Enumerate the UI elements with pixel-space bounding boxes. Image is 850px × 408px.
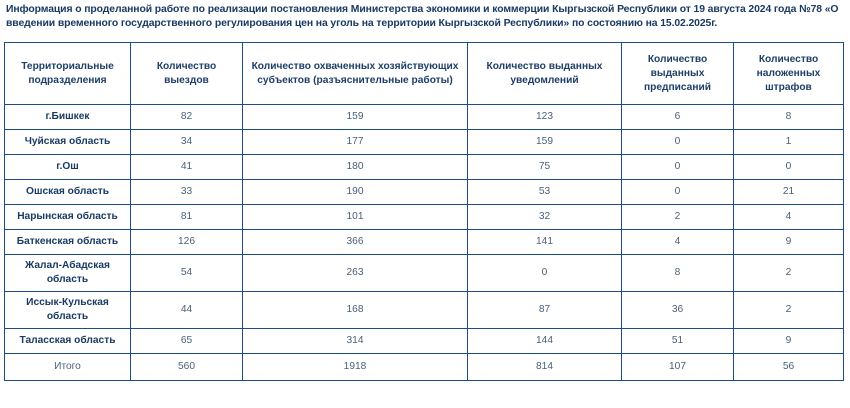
entities-cell: 168 — [243, 292, 468, 329]
orders-cell: 0 — [622, 155, 734, 180]
entities-cell: 366 — [243, 230, 468, 255]
notices-cell: 75 — [468, 155, 622, 180]
trips-cell: 81 — [131, 205, 243, 230]
title-line-2: введении временного государственного регулирования цен на уголь на территории Кыргызской Республики» по состоянию на 15.02.2025г. — [6, 18, 718, 29]
table-header-row — [5, 43, 844, 105]
orders-cell: 6 — [622, 105, 734, 130]
orders-cell: 2 — [622, 205, 734, 230]
table-row — [5, 255, 844, 292]
total-notices-cell: 814 — [468, 354, 622, 381]
notices-cell: 53 — [468, 180, 622, 205]
table-row — [5, 155, 844, 180]
total-fines-cell: 56 — [734, 354, 844, 381]
trips-cell: 34 — [131, 130, 243, 155]
trips-cell: 44 — [131, 292, 243, 329]
notices-cell: 123 — [468, 105, 622, 130]
orders-cell: 0 — [622, 180, 734, 205]
table-total-row — [5, 354, 844, 381]
total-label-cell: Итого — [5, 354, 131, 381]
fines-cell: 2 — [734, 255, 844, 292]
region-cell: Ошская область — [5, 180, 131, 205]
fines-cell: 4 — [734, 205, 844, 230]
notices-cell: 0 — [468, 255, 622, 292]
region-cell: Баткенская область — [5, 230, 131, 255]
table-row — [5, 105, 844, 130]
header-notices-issued: Количество выданных уведомлений — [468, 43, 622, 105]
region-cell: Иссык-Кульская область — [5, 292, 131, 329]
trips-cell: 54 — [131, 255, 243, 292]
fines-cell: 2 — [734, 292, 844, 329]
header-entities-covered: Количество охваченных хозяйствующих субъектов (разъяснительные работы) — [243, 43, 468, 105]
entities-cell: 101 — [243, 205, 468, 230]
region-cell: Чуйская область — [5, 130, 131, 155]
document-title — [4, 3, 846, 31]
table-row — [5, 180, 844, 205]
header-territorial-units: Территориальные подразделения — [5, 43, 131, 105]
fines-cell: 9 — [734, 230, 844, 255]
trips-cell: 82 — [131, 105, 243, 130]
orders-cell: 51 — [622, 329, 734, 354]
trips-cell: 65 — [131, 329, 243, 354]
table-row — [5, 205, 844, 230]
title-line-1: Информация о проделанной работе по реализации постановления Министерства экономики и коммерции Кыргызской Республики от 19 августа 2024 года №78 «О — [6, 4, 839, 15]
fines-cell: 9 — [734, 329, 844, 354]
fines-cell: 1 — [734, 130, 844, 155]
notices-cell: 32 — [468, 205, 622, 230]
total-trips-cell: 560 — [131, 354, 243, 381]
orders-cell: 0 — [622, 130, 734, 155]
header-fines-imposed: Количество наложенных штрафов — [734, 43, 844, 105]
notices-cell: 141 — [468, 230, 622, 255]
table-row — [5, 292, 844, 329]
region-cell: Нарынская область — [5, 205, 131, 230]
trips-cell: 126 — [131, 230, 243, 255]
header-orders-issued: Количество выданных предписаний — [622, 43, 734, 105]
notices-cell: 144 — [468, 329, 622, 354]
table-row — [5, 130, 844, 155]
total-orders-cell: 107 — [622, 354, 734, 381]
entities-cell: 314 — [243, 329, 468, 354]
entities-cell: 263 — [243, 255, 468, 292]
region-cell: г.Бишкек — [5, 105, 131, 130]
fines-cell: 8 — [734, 105, 844, 130]
trips-cell: 33 — [131, 180, 243, 205]
trips-cell: 41 — [131, 155, 243, 180]
table-row — [5, 230, 844, 255]
entities-cell: 159 — [243, 105, 468, 130]
entities-cell: 177 — [243, 130, 468, 155]
region-cell: Таласская область — [5, 329, 131, 354]
region-cell: Жалал-Абадская область — [5, 255, 131, 292]
entities-cell: 180 — [243, 155, 468, 180]
notices-cell: 159 — [468, 130, 622, 155]
orders-cell: 8 — [622, 255, 734, 292]
header-trips-count: Количество выездов — [131, 43, 243, 105]
fines-cell: 0 — [734, 155, 844, 180]
table-row — [5, 329, 844, 354]
fines-cell: 21 — [734, 180, 844, 205]
entities-cell: 190 — [243, 180, 468, 205]
orders-cell: 36 — [622, 292, 734, 329]
report-table — [4, 42, 844, 381]
total-entities-cell: 1918 — [243, 354, 468, 381]
orders-cell: 4 — [622, 230, 734, 255]
region-cell: г.Ош — [5, 155, 131, 180]
notices-cell: 87 — [468, 292, 622, 329]
